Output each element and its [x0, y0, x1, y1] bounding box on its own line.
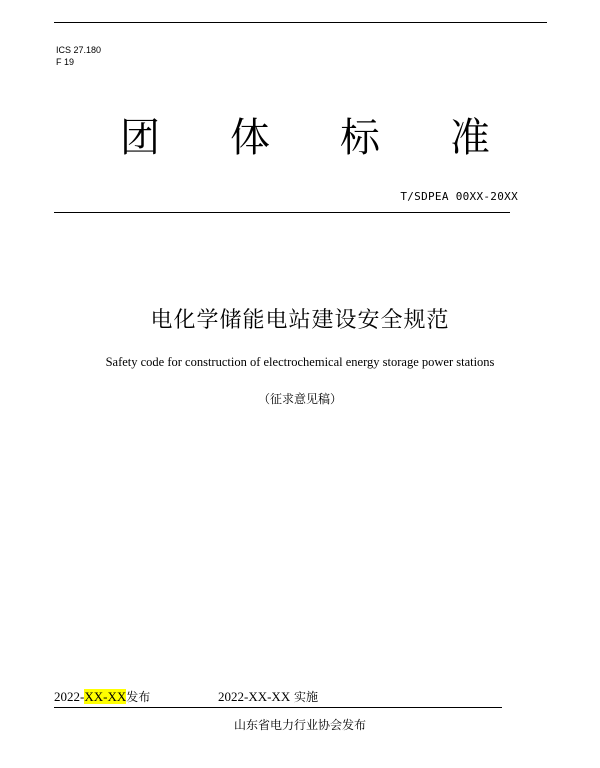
standard-code-rule — [54, 212, 510, 213]
publish-date — [54, 688, 150, 706]
standard-code: T/SDPEA 00XX-20XX — [400, 190, 518, 203]
implement-date-value: 2022-XX-XX — [218, 689, 291, 704]
title-char-3: 标 — [340, 115, 380, 161]
publish-year: 2022- — [54, 689, 85, 704]
publish-date-highlight: XX-XX — [84, 689, 127, 704]
implement-date — [218, 688, 318, 706]
title-char-4: 准 — [450, 115, 490, 161]
footer-rule — [54, 707, 502, 708]
top-rule — [54, 22, 547, 23]
document-type-title — [120, 114, 490, 162]
chinese-title: 电化学储能电站建设安全规范 — [150, 308, 450, 333]
english-title: Safety code for construction of electrochemical energy storage power stations — [105, 355, 495, 369]
title-char-2: 体 — [230, 115, 270, 161]
title-char-1: 团 — [120, 115, 160, 161]
issuer: 山东省电力行业协会发布 — [233, 718, 366, 732]
publish-suffix: 发布 — [126, 690, 151, 704]
implement-suffix: 实施 — [294, 690, 319, 704]
draft-label: （征求意见稿） — [257, 392, 342, 406]
ccs-code: F 19 — [56, 57, 75, 67]
ics-code: ICS 27.180 — [56, 45, 102, 55]
